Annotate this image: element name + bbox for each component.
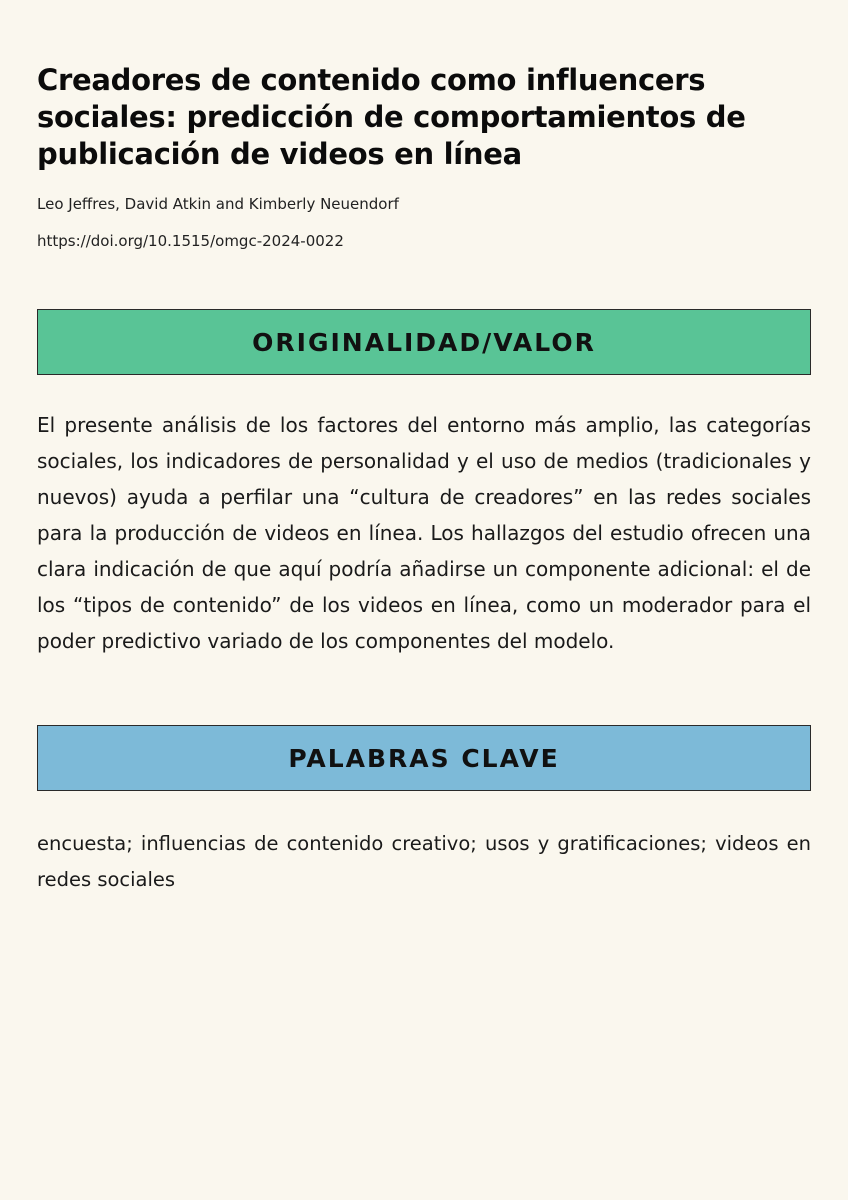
originality-heading: ORIGINALIDAD/VALOR	[252, 327, 596, 357]
keywords-section-header	[37, 725, 811, 791]
originality-section-header	[37, 309, 811, 375]
keywords-text: encuesta; influencias de contenido creativo; usos y gratificaciones; videos en redes sociales	[37, 832, 811, 891]
article-authors: Leo Jeffres, David Atkin and Kimberly Neuendorf	[37, 195, 399, 213]
article-title: Creadores de contenido como influencers sociales: predicción de comportamientos de publicación de videos en línea	[37, 63, 746, 171]
originality-text: El presente análisis de los factores del entorno más amplio, las categorías sociales, los indicadores de personalidad y el uso de medios (tradicionales y nuevos) ayuda a perfilar una “cultura de creadores” en las redes sociales para la producción de videos en línea. Los hallazgos del estudio ofrecen una clara indicación de que aquí podría añadirse un componente adicional: el de los “tipos de contenido” de los videos en línea, como un moderador para el poder predictivo variado de los componentes del modelo.	[37, 413, 811, 653]
article-doi-link[interactable]: https://doi.org/10.1515/omgc-2024-0022	[37, 232, 344, 250]
keywords-heading: PALABRAS CLAVE	[288, 743, 560, 773]
